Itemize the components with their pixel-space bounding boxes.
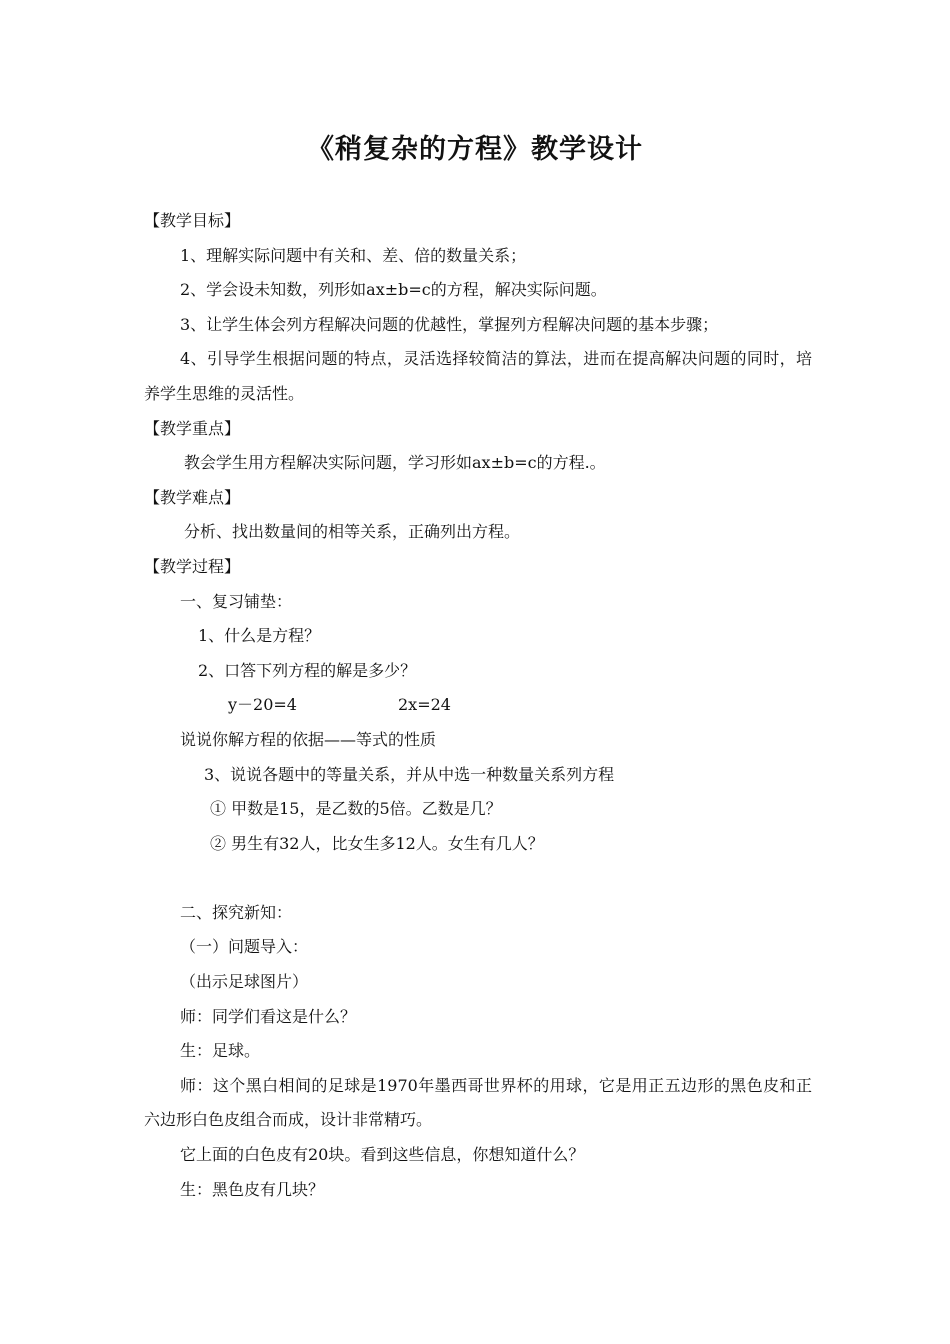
objective-item: 3、让学生体会列方程解决问题的优越性，掌握列方程解决问题的基本步骤； [180, 314, 719, 334]
equation-b: 2x=24 [398, 695, 451, 715]
explore-subheading: （一）问题导入： [180, 937, 309, 957]
blank-line [144, 861, 812, 896]
objectives-heading: 【教学目标】 [144, 211, 241, 230]
objective-item: 2、学会设未知数，列形如ax±b=c的方程，解决实际问题。 [180, 280, 607, 300]
explore-show-picture: （出示足球图片） [180, 972, 309, 992]
review-basis: 说说你解方程的依据——等式的性质 [180, 729, 437, 749]
key-point-text: 教会学生用方程解决实际问题，学习形如ax±b=c的方程.。 [184, 453, 606, 473]
review-item-2: ② 男生有32人，比女生多12人。女生有几人？ [210, 833, 544, 853]
dialogue-line: 它上面的白色皮有20块。看到这些信息，你想知道什么？ [180, 1145, 585, 1165]
difficulty-text: 分析、找出数量间的相等关系，正确列出方程。 [184, 522, 521, 542]
review-question-2: 2、口答下列方程的解是多少？ [198, 660, 417, 680]
equation-a: y－20=4 [228, 695, 297, 715]
document-body [144, 204, 812, 1207]
dialogue-line: 生：足球。 [180, 1041, 261, 1061]
difficulty-heading: 【教学难点】 [144, 487, 241, 507]
review-item-1: ① 甲数是15，是乙数的5倍。乙数是几？ [210, 799, 502, 819]
review-question-1: 1、什么是方程？ [198, 626, 321, 646]
explore-heading: 二、探究新知： [180, 902, 293, 922]
dialogue-line: 师：这个黑白相间的足球是1970年墨西哥世界杯的用球，它是用正五边形的黑色皮和正六边形白色皮组合而成，设计非常精巧。 [144, 1075, 812, 1130]
equation-row [144, 688, 812, 723]
review-question-3: 3、说说各题中的等量关系，并从中选一种数量关系列方程 [204, 764, 615, 784]
key-point-heading: 【教学重点】 [144, 418, 241, 438]
page-title: 《稍复杂的方程》教学设计 [307, 134, 643, 165]
dialogue-line: 师：同学们看这是什么？ [180, 1006, 357, 1026]
objective-item: 1、理解实际问题中有关和、差、倍的数量关系； [180, 245, 527, 265]
dialogue-line: 生：黑色皮有几块？ [180, 1179, 325, 1199]
objective-item: 4、引导学生根据问题的特点，灵活选择较简洁的算法，进而在提高解决问题的同时，培养学生思维的灵活性。 [144, 349, 812, 403]
process-heading: 【教学过程】 [144, 556, 241, 576]
review-heading: 一、复习铺垫： [180, 591, 293, 611]
